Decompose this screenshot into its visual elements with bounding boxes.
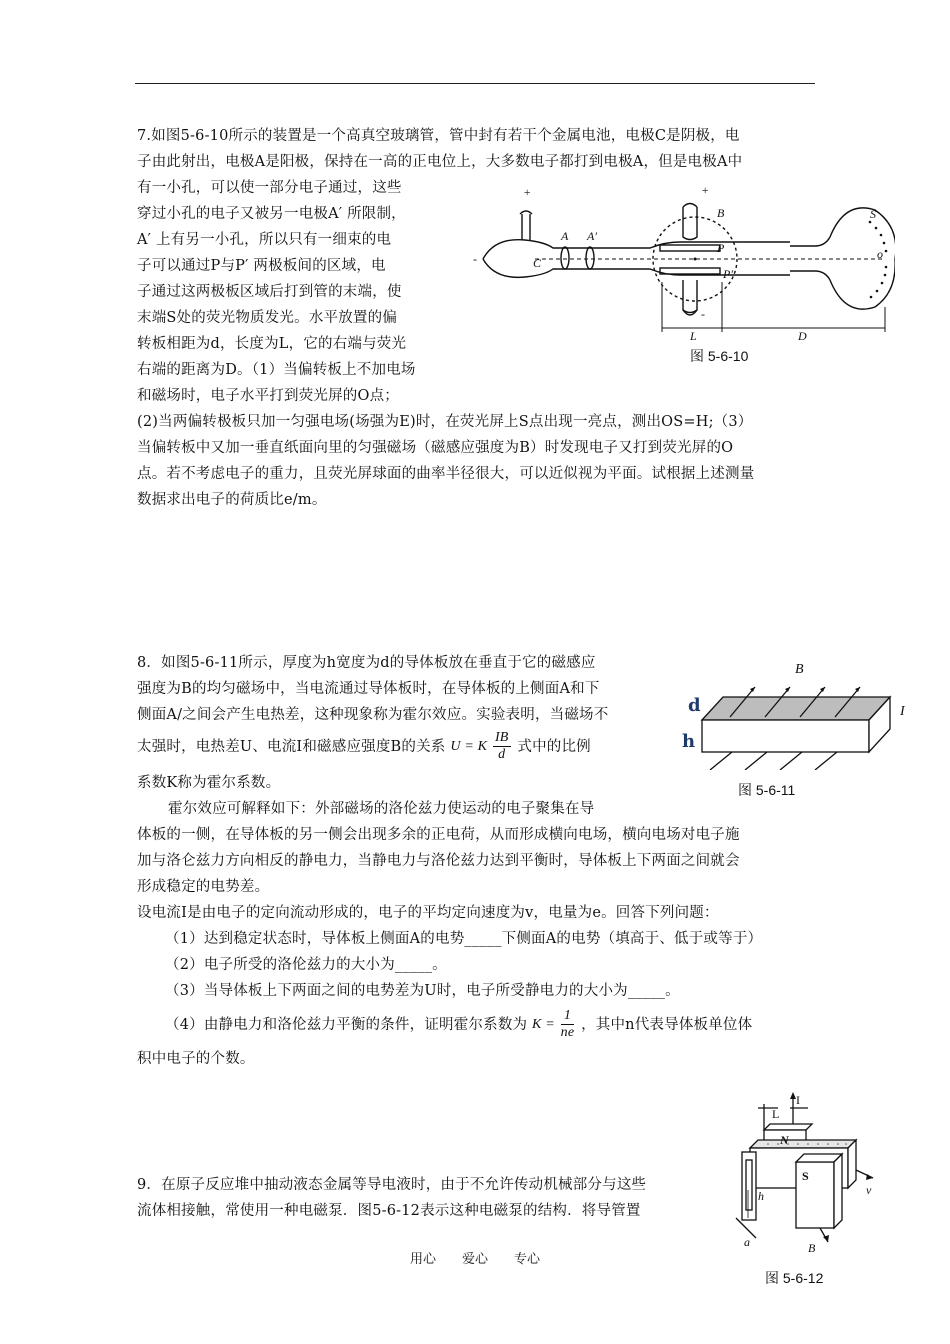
q8-question-2: （2）电子所受的洛伦兹力的大小为_____。 — [165, 957, 447, 973]
fig12-label-I: I — [796, 1093, 800, 1107]
hall-coefficient-lhs: K = — [532, 1017, 555, 1032]
fig11-label-I: I — [900, 704, 905, 719]
hall-formula-fraction — [493, 730, 511, 763]
q7-line-9: 转板相距为d，长度为L，它的右端与荧光 — [137, 336, 407, 352]
figure-5-6-12-diagram — [728, 1090, 878, 1262]
q8-line-4-pre: 太强时，电热差U、电流I和磁感应强度B的关系 — [137, 739, 446, 755]
figure-5-6-11-diagram — [680, 655, 920, 770]
q8-line-5: 系数K称为霍尔系数。 — [137, 775, 281, 791]
fig10-label-C: C — [533, 256, 542, 270]
fig10-label-P: P — [717, 241, 725, 255]
hall-coefficient-formula — [532, 1008, 576, 1042]
q8-question-1: （1）达到稳定状态时，导体板上侧面A的电势_____下侧面A的电势（填高于、低于或等于） — [165, 931, 763, 947]
figure-5-6-10-caption: 图 5-6-10 — [690, 348, 749, 364]
q8-line-9: 形成稳定的电势差。 — [137, 879, 270, 895]
q7-line-13: 当偏转板中又加一垂直纸面向里的匀强磁场（磁感应强度为B）时发现电子又打到荧光屏的O — [137, 440, 734, 456]
q8-line-8: 加与洛仑兹力方向相反的静电力，当静电力与洛伦兹力达到平衡时，导体板上下两面之间就会 — [137, 853, 740, 869]
fig12-label-N: N — [780, 1133, 789, 1147]
fig10-plus-label: + — [523, 185, 532, 199]
q7-line-14: 点。若不考虑电子的重力，且荧光屏球面的曲率半径很大，可以近似视为平面。试根据上述测量 — [137, 466, 755, 482]
hall-coefficient-numerator: 1 — [561, 1008, 575, 1025]
fig11-label-d: d — [688, 695, 701, 716]
q8-line-3: 侧面A/之间会产生电热差，这种现象称为霍尔效应。实验表明，当磁场不 — [137, 707, 609, 723]
q9-line-1: 9．在原子反应堆中抽动液态金属等导电液时，由于不允许传动机械部分与这些 — [137, 1177, 647, 1193]
figure-5-6-10-diagram — [465, 182, 895, 347]
fig10-plus-top: + — [701, 183, 710, 197]
q7-line-5: A′ 上有另一小孔，所以只有一细束的电 — [137, 232, 392, 248]
header-rule — [135, 83, 815, 84]
fig12-label-v: v — [866, 1183, 872, 1197]
q7-line-8: 末端S处的荧光物质发光。水平放置的偏 — [137, 310, 398, 326]
q8-line-4-post: 式中的比例 — [517, 739, 591, 755]
q8-line-2: 强度为B的均匀磁场中，当电流通过导体板时，在导体板的上侧面A和下 — [137, 681, 600, 697]
q7-line-7: 子通过这两极板区域后打到管的末端，使 — [137, 284, 402, 300]
q8-question-4-post: ，其中n代表导体板单位体 — [581, 1017, 753, 1033]
fig10-label-D: D — [798, 329, 807, 343]
fig10-label-S: S — [870, 207, 876, 221]
q7-line-4: 穿过小孔的电子又被另一电极A′ 所限制， — [137, 206, 406, 222]
q7-line-1: 7.如图5-6-10所示的装置是一个高真空玻璃管，管中封有若干个金属电池，电极C是阴极，电 — [137, 128, 740, 144]
fig12-label-L: L — [772, 1107, 780, 1121]
fig11-label-B: B — [795, 662, 804, 677]
q7-line-3: 有一小孔，可以使一部分电子通过，这些 — [137, 180, 402, 196]
figure-5-6-12-caption: 图 5-6-12 — [765, 1270, 824, 1286]
q9-line-2: 流体相接触，常使用一种电磁泵．图5-6-12表示这种电磁泵的结构．将导管置 — [137, 1203, 641, 1219]
fig10-minus-bottom: - — [701, 307, 705, 321]
q8-line-10: 设电流I是由电子的定向流动形成的，电子的平均定向速度为v，电量为e。回答下列问题： — [137, 905, 719, 921]
q7-line-11: 和磁场时，电子水平打到荧光屏的O点； — [137, 388, 399, 404]
q7-line-2: 子由此射出，电极A是阳极，保持在一高的正电位上，大多数电子都打到电极A，但是电极A中 — [137, 154, 743, 170]
fig11-label-h: h — [682, 731, 696, 752]
q8-line-4 — [137, 730, 591, 764]
q8-line-1: 8．如图5-6-11所示，厚度为h宽度为d的导体板放在垂直于它的磁感应 — [137, 655, 596, 671]
fig10-label-L: L — [690, 329, 697, 343]
page-footer: 用心 爱心 专心 — [409, 1252, 540, 1267]
q7-line-6: 子可以通过P与P′ 两极板间的区域，电 — [137, 258, 386, 274]
fig12-label-h: h — [758, 1189, 764, 1203]
fig10-label-A: A — [561, 229, 569, 243]
hall-formula — [450, 730, 512, 764]
hall-formula-numerator: IB — [494, 730, 509, 746]
fig10-label-B: B — [717, 206, 725, 220]
fig10-minus-label: - — [473, 252, 477, 266]
q7-line-10: 右端的距离为D。（1）当偏转板上不加电场 — [137, 362, 416, 378]
q8-question-4-line-2: 积中电子的个数。 — [137, 1051, 255, 1067]
q8-question-4 — [165, 1008, 752, 1042]
fig12-label-B: B — [808, 1241, 816, 1255]
fig10-label-O: o — [877, 247, 883, 261]
q8-line-6: 霍尔效应可解释如下：外部磁场的洛伦兹力使运动的电子聚集在导 — [168, 801, 595, 817]
hall-coefficient-fraction — [561, 1008, 575, 1041]
q7-line-15: 数据求出电子的荷质比e/m。 — [137, 492, 327, 508]
figure-5-6-11-caption: 图 5-6-11 — [738, 782, 796, 798]
hall-coefficient-denominator: ne — [560, 1025, 575, 1041]
q8-line-7: 体板的一侧，在导体板的另一侧会出现多余的正电荷，从而形成横向电场，横向电场对电子施 — [137, 827, 740, 843]
hall-formula-denominator: d — [498, 747, 506, 763]
q7-line-12: (2)当两偏转极板只加一匀强电场(场强为E)时，在荧光屏上S点出现一亮点，测出OS=H;（3） — [137, 414, 753, 430]
fig12-label-a: a — [744, 1235, 750, 1249]
q8-question-3: （3）当导体板上下两面之间的电势差为U时，电子所受静电力的大小为_____。 — [165, 983, 680, 999]
fig12-label-S: S — [802, 1169, 809, 1183]
fig10-label-P-prime: P′ — [723, 267, 733, 281]
hall-formula-lhs: U = K — [450, 739, 488, 754]
fig10-label-A-prime: A′ — [587, 229, 597, 243]
q8-question-4-pre: （4）由静电力和洛伦兹力平衡的条件，证明霍尔系数为 — [165, 1017, 528, 1033]
